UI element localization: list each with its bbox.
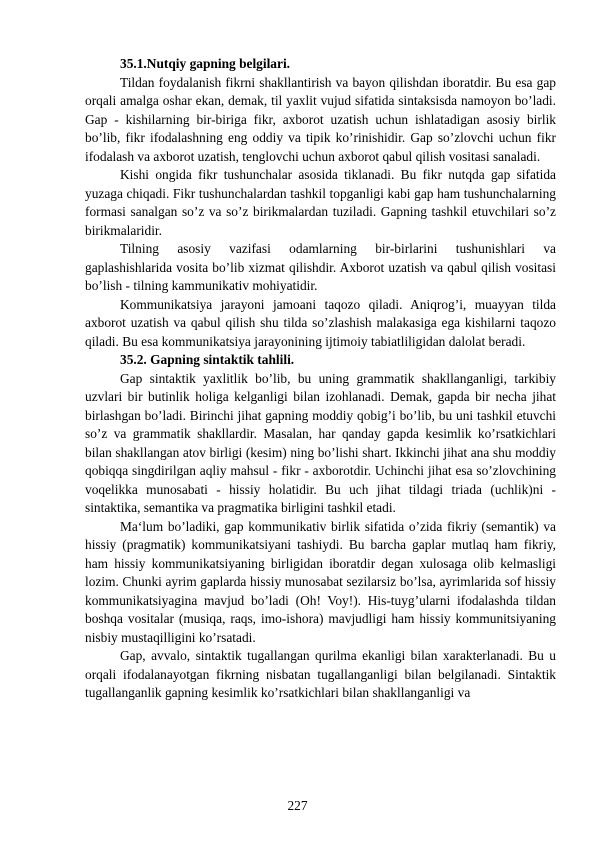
document-page — [85, 55, 556, 703]
paragraph: Gap, avvalo, sintaktik tugallangan qurilma ekanligi bilan xarakterlanadi. Bu u orqali ifodalanayotgan fikrning nisbatan tugallanganligi bilan belgilanadi. Sintaktik tugallanganlik gapning kesimlik ko’rsatkichlari bilan shakllanganligi va — [85, 648, 556, 700]
paragraph: Gap sintaktik yaxlitlik bo’lib, bu uning grammatik shakllanganligi, tarkibiy uzvlari bir butinlik holiga kelganligi bilan izohlanadi. Demak, gapda bir necha jihat birlashgan bo’ladi. Birinchi jihat gapning moddiy qobig’i bo’lib, bu uni tashkil etuvchi so’z va grammatik shakllardir. Masalan, har qanday gapda kesimlik ko’rsatkichlari bilan shakllangan atov birligi (kesim) ning bo’lishi shart. Ikkinchi jihat ana shu moddiy qobiqqa singdirilgan aqliy mahsul - fikr - axborotdir. Uchinchi jihat esa so’zlovchining voqelikka munosabati - hissiy holatidir. Bu uch jihat tildagi triada (uchlik)ni - sintaktika, semantika va pragmatika birligini tashkil etadi. — [85, 370, 556, 515]
section-heading-nutqiy-gap: 35.1.Nutqiy gapning belgilari. — [120, 56, 291, 71]
paragraph: Ma‘lum bo’ladiki, gap kommunikativ birlik sifatida o’zida fikriy (semantik) va hissiy (pragmatik) kommunikatsiyani tashiydi. Bu barcha gaplar mutlaq ham fikriy, ham hissiy kommunikatsiyaning birligidan iboratdir degan xulosaga olib kelmasligi lozim. Chunki ayrim gaplarda hissiy munosabat sezilarsiz bo’lsa, ayrimlarida sof hissiy kommunikatsiyagina mavjud bo’ladi (Oh! Voy!). His-tuyg’ularni ifodalashda tildan boshqa vositalar (musiqa, raqs, imo-ishora) mavjudligi ham hissiy kommunitsiyaning nisbiy mustaqilligini ko’rsatadi. — [85, 518, 556, 645]
paragraph: Tilning asosiy vazifasi odamlarning bir-birlarini tushunishlari va gaplashishlarida vosita bo’lib xizmat qilishdir. Axborot uzatish va qabul qilish vositasi bo’lish - tilning kammunikativ mohiyatidir. — [85, 241, 556, 293]
paragraph: Tildan foydalanish fikrni shakllantirish va bayon qilishdan iboratdir. Bu esa gap orqali amalga oshar ekan, demak, til yaxlit vujud sifatida sintaksisda namoyon bo’ladi. Gap - kishilarning bir-biriga fikr, axborot uzatish uchun ishlatadigan asosiy birlik bo’lib, fikr ifodalashning eng oddiy va tipik ko’rinishidir. Gap so’zlovchi uchun fikr ifodalash va axborot uzatish, tenglovchi uchun axborot qabul qilish vositasi sanaladi. — [85, 74, 556, 164]
section-heading-sintaktik-tahlil: 35.2. Gapning sintaktik tahlili. — [120, 352, 295, 367]
paragraph: Kishi ongida fikr tushunchalar asosida tiklanadi. Bu fikr nutqda gap sifatida yuzaga chiqadi. Fikr tushunchalardan tashkil topganligi kabi gap ham tushunchalarning formasi sanalgan so’z va so’z birikmalardan tuziladi. Gapning tashkil etuvchilari so’z birikmalaridir. — [85, 167, 556, 238]
page-number: 227 — [287, 798, 308, 813]
paragraph: Kommunikatsiya jarayoni jamoani taqozo qiladi. Aniqrog’i, muayyan tilda axborot uzatish va qabul qilish shu tilda so’zlashish malakasiga ega kishilarni taqozo qiladi. Bu esa kommunikatsiya jarayonining ijtimoiy tabiatliligidan dalolat beradi. — [85, 296, 556, 349]
